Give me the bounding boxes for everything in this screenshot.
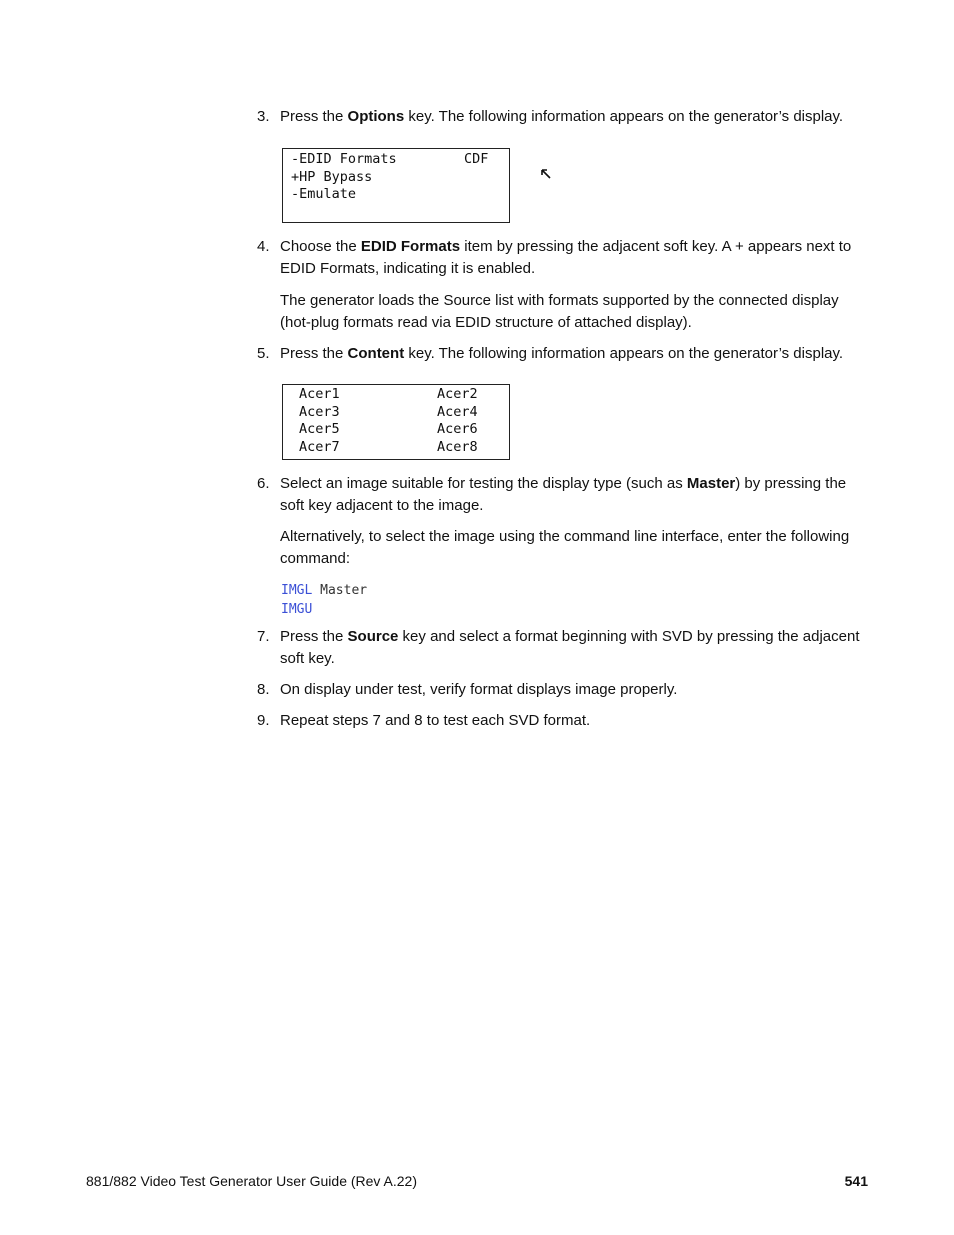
display-item: Acer6 <box>437 421 478 437</box>
step-text-pre: Choose the <box>280 238 361 255</box>
step-text-pre: Select an image suitable for testing the display type (such as <box>280 475 687 492</box>
key-name: Options <box>347 108 405 125</box>
step-4-note: The generator loads the Source list with formats supported by the connected display (hot-plug formats read via EDID structure of attached display). <box>280 292 839 331</box>
step-number: 8. <box>257 681 270 698</box>
step-text-pre: Press the <box>280 345 348 362</box>
command-line <box>281 581 367 600</box>
step-text-pre: Press the <box>280 628 348 645</box>
display-item: Acer8 <box>437 438 478 455</box>
display-item: Acer1 <box>299 386 340 402</box>
command-keyword: IMGU <box>281 602 313 617</box>
step-text-post: key and select a format beginning with SVD by pressing the adjacent soft key. <box>280 628 860 667</box>
step-text-post: item by pressing the adjacent soft key. A + appears next to EDID Formats, indicating it is enabled. <box>280 238 852 277</box>
step-number: 5. <box>257 345 270 362</box>
step-number: 4. <box>257 238 270 255</box>
step-7 <box>257 626 869 670</box>
display-line: +HP Bypass <box>291 168 373 185</box>
image-name: Master <box>686 475 736 492</box>
step-6-note: Alternatively, to select the image using the command line interface, enter the following command: <box>280 528 850 567</box>
footer-title: 881/882 Video Test Generator User Guide (Rev A.22) <box>86 1173 418 1189</box>
key-name: Source <box>347 628 399 645</box>
display-item: Acer2 <box>437 386 478 402</box>
command-line <box>281 600 367 619</box>
step-number: 9. <box>257 712 270 729</box>
display-item: Acer3 <box>299 403 340 420</box>
display-line: -Emulate <box>291 186 357 202</box>
display-line: -EDID Formats <box>291 151 397 167</box>
step-6 <box>257 473 869 517</box>
display-line-right: CDF <box>464 151 489 167</box>
step-4 <box>257 236 869 280</box>
command-keyword: IMGL <box>281 583 313 598</box>
command-argument: Master <box>320 583 368 598</box>
options-display <box>282 148 510 223</box>
step-number: 7. <box>257 628 270 645</box>
step-text: Repeat steps 7 and 8 to test each SVD format. <box>280 712 591 729</box>
step-9 <box>257 710 869 732</box>
content-display <box>282 384 510 460</box>
step-text-pre: Press the <box>280 108 348 125</box>
key-name: Content <box>347 345 405 362</box>
step-text-post: key. The following information appears on the generator’s display. <box>404 345 844 362</box>
step-text-post: ) by pressing the soft key adjacent to the image. <box>280 475 847 514</box>
key-name: EDID Formats <box>360 238 461 255</box>
command-block <box>281 581 367 619</box>
step-3 <box>257 106 869 128</box>
page-number: 541 <box>844 1173 868 1189</box>
step-number: 6. <box>257 475 270 492</box>
display-item: Acer4 <box>437 403 478 420</box>
step-8 <box>257 679 869 701</box>
step-text: On display under test, verify format displays image properly. <box>280 681 678 698</box>
display-item: Acer5 <box>299 421 340 437</box>
step-text-post: key. The following information appears on the generator’s display. <box>404 108 844 125</box>
step-number: 3. <box>257 108 270 125</box>
step-5 <box>257 343 869 365</box>
display-item: Acer7 <box>299 438 340 455</box>
